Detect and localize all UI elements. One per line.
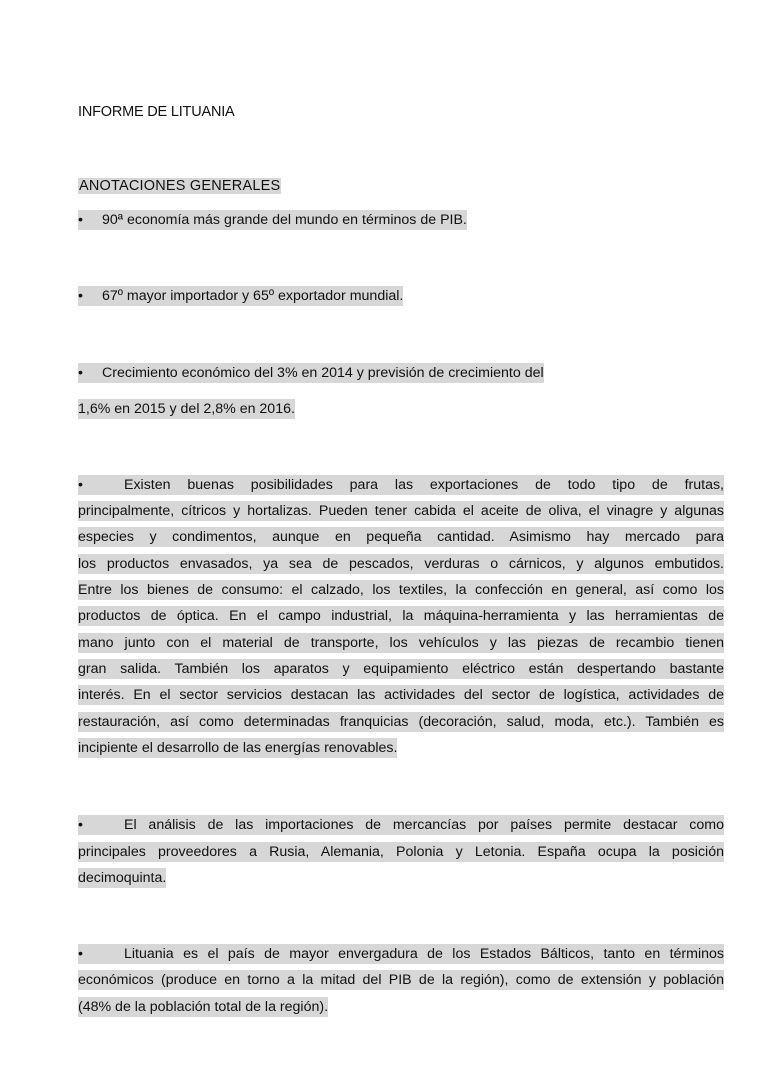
bullet-icon: • xyxy=(78,365,83,381)
paragraph-line: mano junto con el material de transporte, los vehículos y las piezas de recambio tienen xyxy=(78,635,724,651)
bullet-item-3 xyxy=(78,363,544,383)
bullet-item-1 xyxy=(78,210,467,230)
paragraph-line: (48% de la población total de la región). xyxy=(78,999,329,1015)
bullet-text: Crecimiento económico del 3% en 2014 y previsión de crecimiento del xyxy=(102,365,544,381)
paragraph-line: restauración, así como determinadas franquicias (decoración, salud, moda, etc.). También es xyxy=(78,714,724,730)
paragraph-line: los productos envasados, ya sea de pescados, verduras o cárnicos, y algunos embutidos. xyxy=(78,556,724,572)
paragraph-line: El análisis de las importaciones de mercancías por países permite destacar como xyxy=(124,817,724,833)
bullet-icon: • xyxy=(78,288,83,304)
paragraph-line: principales proveedores a Rusia, Alemania, Polonia y Letonia. España ocupa la posición xyxy=(78,844,724,860)
bullet-item-2 xyxy=(78,286,403,306)
bullet-item-3-continuation: 1,6% en 2015 y del 2,8% en 2016. xyxy=(78,401,295,417)
paragraph-line: incipiente el desarrollo de las energías renovables. xyxy=(78,740,398,756)
paragraph-line: Lituania es el país de mayor envergadura de los Estados Bálticos, tanto en términos xyxy=(124,946,724,962)
paragraph-line: Existen buenas posibilidades para las exportaciones de todo tipo de frutas, xyxy=(124,477,724,493)
bullet-item-6 xyxy=(78,944,724,964)
bullet-icon: • xyxy=(78,477,83,493)
bullet-icon: • xyxy=(78,212,83,228)
paragraph-line: Entre los bienes de consumo: el calzado, los textiles, la confección en general, así como los xyxy=(78,582,724,598)
paragraph-line: decimoquinta. xyxy=(78,870,167,886)
paragraph-line: productos de óptica. En el campo industrial, la máquina-herramienta y las herramientas de xyxy=(78,608,724,624)
bullet-icon: • xyxy=(78,817,83,833)
paragraph-line: económicos (produce en torno a la mitad del PIB de la región), como de extensión y población xyxy=(78,972,724,988)
paragraph-line: principalmente, cítricos y hortalizas. Pueden tener cabida el aceite de oliva, el vinagre y algunas xyxy=(78,503,724,519)
bullet-item-4 xyxy=(78,475,724,495)
document-title: INFORME DE LITUANIA xyxy=(78,104,235,120)
paragraph-line: especies y condimentos, aunque en pequeña cantidad. Asimismo hay mercado para xyxy=(78,529,724,545)
bullet-icon: • xyxy=(78,946,83,962)
paragraph-line: interés. En el sector servicios destacan las actividades del sector de logística, actividades de xyxy=(78,687,724,703)
bullet-item-5 xyxy=(78,815,724,835)
bullet-text: 67º mayor importador y 65º exportador mundial. xyxy=(102,288,404,304)
paragraph-line: gran salida. También los aparatos y equipamiento eléctrico están despertando bastante xyxy=(78,661,724,677)
bullet-text: 90ª economía más grande del mundo en términos de PIB. xyxy=(102,212,467,228)
section-heading: ANOTACIONES GENERALES xyxy=(79,178,281,194)
